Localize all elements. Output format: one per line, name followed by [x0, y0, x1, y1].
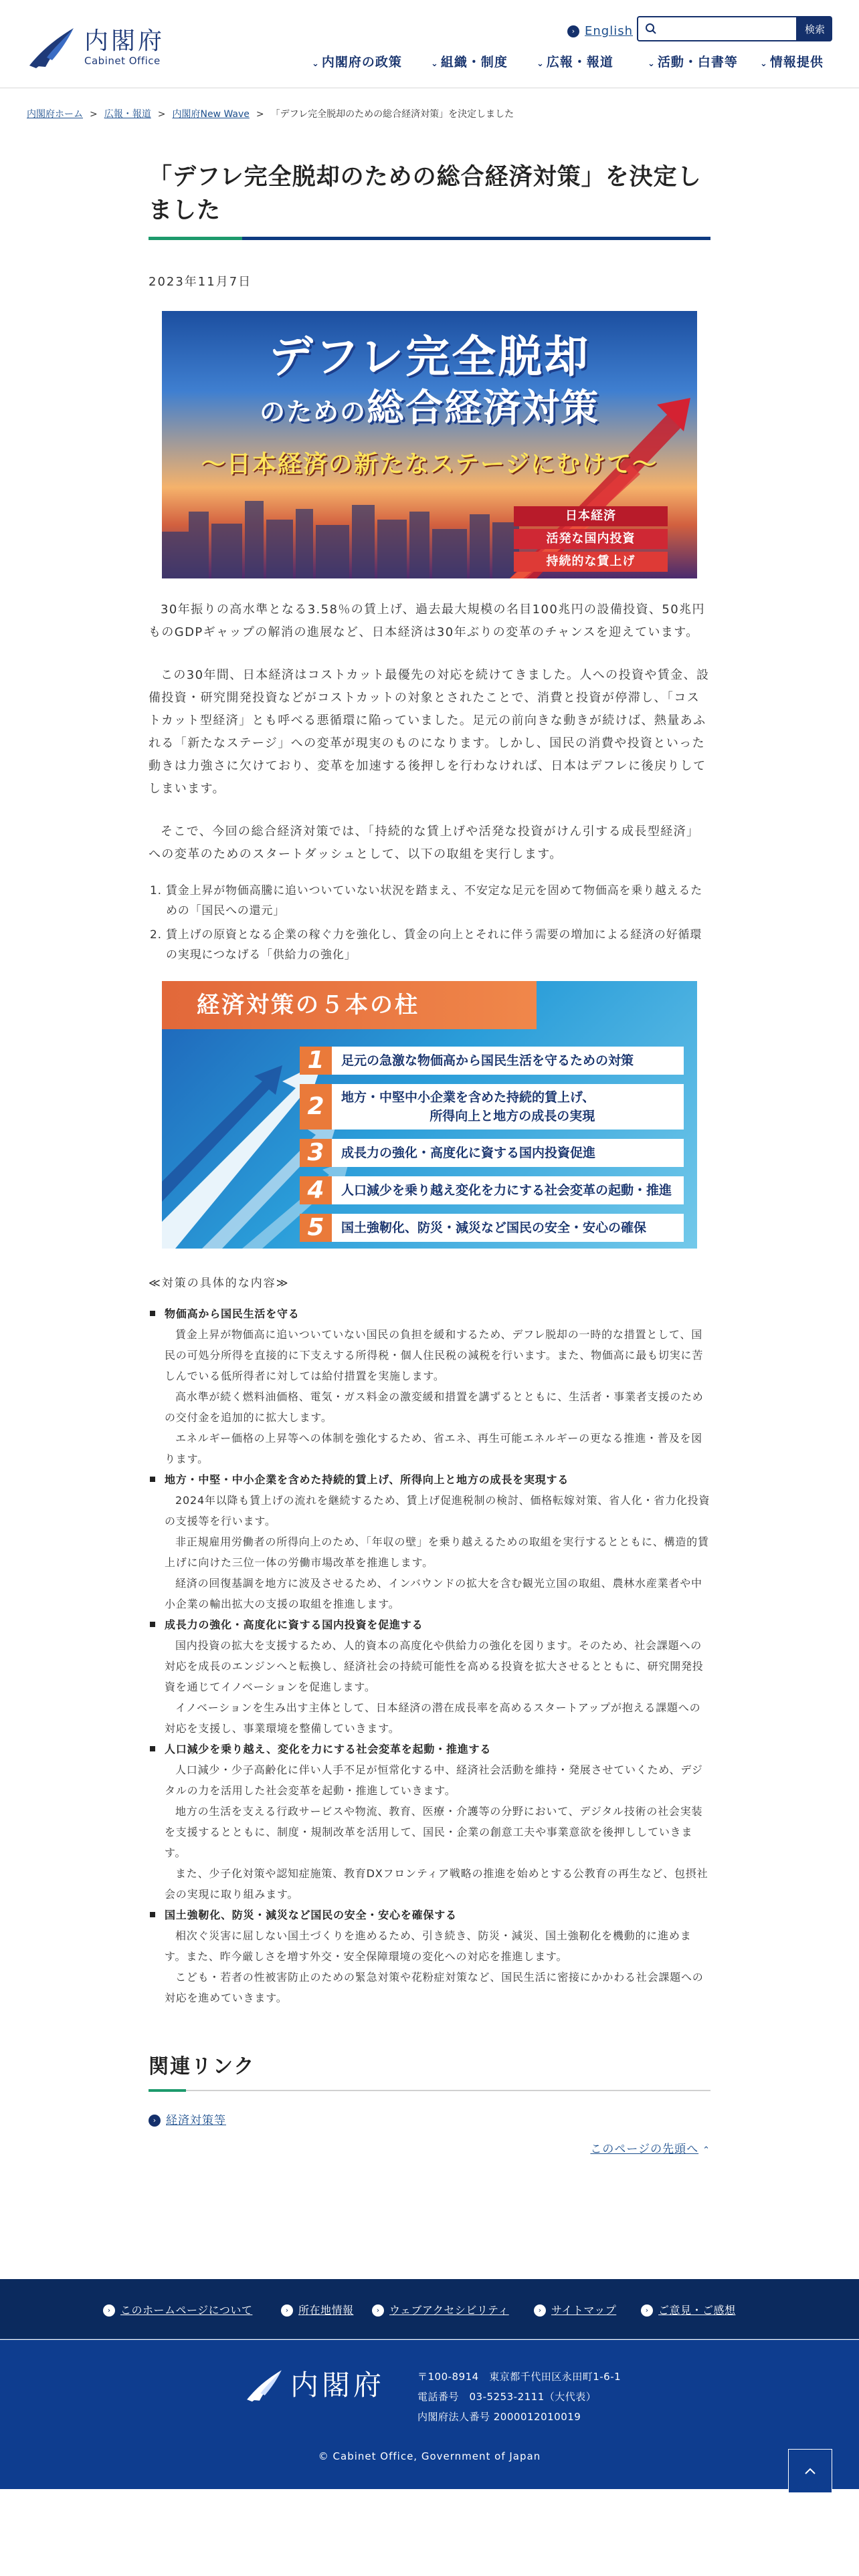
- breadcrumb-newwave[interactable]: 内閣府New Wave: [172, 109, 250, 120]
- nav-information[interactable]: ⌄ 情報提供: [760, 55, 824, 70]
- item-paragraph: 2024年以降も賃上げの流れを継続するため、賃上げ促進税制の検討、価格転嫁対策、省人化・省力化投資の支援等を行います。: [165, 1494, 710, 1528]
- item-title: 物価高から国民生活を守る: [165, 1307, 300, 1321]
- item-paragraph: イノベーションを生み出す主体として、日本経済の潜在成長率を高めるスタートアップが抱える課題への対応を支援し、事業環境を整備していきます。: [165, 1701, 701, 1735]
- chevron-down-icon: ⌄: [648, 59, 656, 69]
- banner-tag-economy: 日本経済: [514, 506, 668, 526]
- chevron-down-icon: ⌄: [760, 59, 768, 69]
- pillar-number: 4: [300, 1176, 332, 1204]
- list-item: [149, 1905, 710, 2008]
- item-paragraph: 非正規雇用労働者の所得向上のため、「年収の壁」を乗り越えるための取組を実行するとともに、構造的賃上げに向けた三位一体の労働市場改革を推進します。: [165, 1535, 709, 1570]
- footer-links-bar: [0, 2279, 859, 2339]
- search-button[interactable]: 検索: [797, 16, 832, 41]
- english-link-label[interactable]: English: [585, 24, 633, 38]
- pillar-number: 2: [300, 1084, 332, 1130]
- five-pillars-image: [162, 981, 697, 1249]
- footer-main: [0, 2340, 859, 2489]
- footer-phone: 電話番号 03-5253-2111（大代表）: [417, 2391, 597, 2403]
- footer-address: 〒100-8914 東京都千代田区永田町1-6-1: [417, 2371, 622, 2383]
- list-item: [149, 1303, 710, 1469]
- pillar-row: [300, 1214, 684, 1242]
- hero-banner-image: [162, 311, 697, 578]
- list-item: 1. 賃金上昇が物価高騰に追いついていない状況を踏まえ、不安定な足元を固めて物価高を乗り越えるための「国民への還元」: [166, 881, 710, 921]
- measures-detail-list: [149, 1303, 710, 2008]
- banner-headline: デフレ完全脱却: [268, 331, 591, 383]
- list-item: [149, 1739, 710, 1905]
- pillar-number: 5: [300, 1214, 332, 1242]
- item-paragraph: 経済の回復基調を地方に波及させるため、インバウンドの拡大を含む観光立国の取組、農林水産業者や中小企業の輸出拡大の支援の取組を推進します。: [165, 1577, 702, 1611]
- list-item: 2. 賃上げの原資となる企業の稼ぐ力を強化し、賃金の向上とそれに伴う需要の増加による経済の好循環の実現につなげる「供給力の強化」: [166, 925, 710, 965]
- pillar-text: 国土強靭化、防災・減災など国民の安全・安心の確保: [341, 1220, 647, 1235]
- site-header: [0, 0, 859, 88]
- search-input[interactable]: [662, 20, 793, 37]
- breadcrumb-home[interactable]: 内閣府ホーム: [27, 109, 83, 120]
- item-title: 国土強靭化、防災・減災など国民の安全・安心を確保する: [165, 1909, 457, 1922]
- banner-headline-2: のための総合経済対策: [259, 387, 599, 430]
- banner-tag-investment: 活発な国内投資: [514, 529, 668, 549]
- nav-organization[interactable]: ⌄ 組織・制度: [431, 55, 508, 70]
- copyright: © Cabinet Office, Government of Japan: [318, 2450, 541, 2462]
- banner-subtitle: ～日本経済の新たなステージにむけて～: [201, 451, 658, 478]
- breadcrumb-current: 「デフレ完全脱却のための総合経済対策」を決定しました: [270, 109, 514, 120]
- footer-link-location[interactable]: › 所在地情報: [281, 2300, 354, 2321]
- item-title: 地方・中堅・中小企業を含めた持続的賃上げ、所得向上と地方の成長を実現する: [165, 1473, 569, 1487]
- english-link[interactable]: [567, 20, 633, 43]
- item-paragraph: 国内投資の拡大を支援するため、人的資本の高度化や供給力の強化を図ります。そのため、社会課題への対応を成長のエンジンへと転換し、経済社会の持続可能性を高める投資を拡大させるとともに、研究開発投資を通じてイノベーションを促進します。: [165, 1639, 704, 1694]
- measures-list: [149, 881, 710, 965]
- intro-paragraph-1: 30年振りの高水準となる3.58％の賃上げ、過去最大規模の名目100兆円の設備投資、50兆円ものGDPギャップの解消の進展など、日本経済は30年ぶりの変革のチャンスを迎えています。: [149, 603, 705, 639]
- chevron-down-icon: ⌄: [312, 59, 320, 69]
- item-paragraph: 地方の生活を支える行政サービスや物流、教育、医療・介護等の分野において、デジタル技術の社会実装を支援するとともに、制度・規制改革を活用して、国民・企業の創意工夫や事業意欲を後押ししていきます。: [165, 1805, 703, 1860]
- item-title: 成長力の強化・高度化に資する国内投資を促進する: [165, 1618, 423, 1632]
- search-box: [637, 16, 797, 41]
- cabinet-office-emblem-icon: [27, 25, 76, 70]
- chevron-right-icon: ›: [281, 2304, 293, 2317]
- item-paragraph: 賃金上昇が物価高に追いついていない国民の負担を緩和するため、デフレ脱却の一時的な措置として、国民の可処分所得を直接的に下支えする所得税・個人住民税の減税を行います。また、物価高に最も切実に苦しんでいる低所得者に対しては給付措置を実施します。: [165, 1328, 704, 1383]
- logo-subtitle: Cabinet Office: [84, 55, 161, 67]
- chevron-up-icon: [803, 2466, 817, 2476]
- pillar-text: 地方・中堅中小企業を含めた持続的賃上げ、: [341, 1090, 595, 1105]
- economic-measures-link[interactable]: 経済対策等: [166, 2114, 226, 2128]
- chevron-right-icon: ›: [567, 25, 579, 37]
- item-title: 人口減少を乗り越え、変化を力にする社会変革を起動・推進する: [165, 1743, 492, 1756]
- cabinet-office-emblem-icon: [245, 2368, 284, 2403]
- intro-paragraph-3: そこで、今回の総合経済対策では、「持続的な賃上げや活発な投資がけん引する成長型経済」への変革のためのスタートダッシュとして、以下の取組を実行します。: [149, 825, 700, 861]
- chevron-up-icon: ⌃: [702, 2145, 710, 2155]
- related-links-heading: 関連リンク: [149, 2055, 256, 2079]
- chevron-right-icon: ›: [641, 2304, 653, 2317]
- item-paragraph: こども・若者の性被害防止のための緊急対策や花粉症対策など、国民生活に密接にかかわる社会課題への対応を進めていきます。: [165, 1971, 704, 2005]
- main-content: [149, 160, 710, 2160]
- pillar-row: [300, 1047, 684, 1075]
- pillar-text: 所得向上と地方の成長の実現: [430, 1109, 595, 1123]
- chevron-right-icon: ›: [149, 2115, 161, 2127]
- footer-link-accessibility[interactable]: › ウェブアクセシビリティ: [372, 2300, 509, 2321]
- item-paragraph: エネルギー価格の上昇等への体制を強化するため、省エネ、再生可能エネルギーの更なる推進・普及を図ります。: [165, 1432, 703, 1466]
- footer-logo: 内閣府: [245, 2368, 385, 2403]
- pillar-number: 1: [300, 1047, 332, 1075]
- site-logo[interactable]: [27, 25, 165, 70]
- item-paragraph: 相次ぐ災害に屈しない国土づくりを進めるため、引き続き、防災・減災、国土強靭化を機動的に進めます。また、昨今厳しさを増す外交・安全保障環境の変化への対応を推進します。: [165, 1929, 692, 1963]
- intro-paragraph-2: この30年間、日本経済はコストカット最優先の対応を続けてきました。人への投資や賃金、設備投資・研究開発投資などがコストカットの対象とされたことで、消費と投資が停滞し、「コストカット型経済」とも呼べる悪循環に陥っていました。足元の前向きな動きが続けば、熱量あふれる「新たなステージ」への変革が現実のものになります。しかし、国民の消費や投資といった動きは力強さに欠けており、変革を加速する後押しを行わなければ、日本はデフレに後戻りしてしまいます。: [149, 668, 710, 796]
- item-paragraph: 人口減少・少子高齢化に伴い人手不足が恒常化する中、経済社会活動を維持・発展させていくため、デジタルの力を活用した社会変革を起動・推進していきます。: [165, 1763, 703, 1798]
- footer-link-feedback[interactable]: › ご意見・ご感想: [641, 2300, 736, 2321]
- item-paragraph: 高水準が続く燃料油価格、電気・ガス料金の激変緩和措置を講ずるとともに、生活者・事業者支援のための交付金を追加的に拡大します。: [165, 1390, 704, 1424]
- breadcrumb: 内閣府ホーム > 広報・報道 > 内閣府New Wave > 「デフレ完全脱却のための総合経済対策」を決定しました: [27, 109, 514, 120]
- pillar-row: [300, 1084, 684, 1130]
- nav-press[interactable]: ⌄ 広報・報道: [537, 55, 613, 70]
- section-heading: ≪対策の具体的な内容≫: [149, 1277, 290, 1290]
- list-item: [149, 1469, 710, 1614]
- publish-date: 2023年11月7日: [149, 275, 252, 289]
- pillar-text: 足元の急激な物価高から国民生活を守るための対策: [341, 1053, 634, 1068]
- related-underline: [149, 2090, 710, 2091]
- pillar-text: 人口減少を乗り越え変化を力にする社会変革の起動・推進: [341, 1183, 672, 1198]
- chevron-right-icon: ›: [534, 2304, 546, 2317]
- search-icon: [645, 23, 657, 35]
- related-link-item[interactable]: [149, 2110, 710, 2131]
- chevron-right-icon: ›: [372, 2304, 384, 2317]
- nav-activities[interactable]: ⌄ 活動・白書等: [648, 55, 738, 70]
- footer-corporate-number: 内閣府法人番号 2000012010019: [417, 2411, 581, 2423]
- footer-link-sitemap[interactable]: › サイトマップ: [534, 2300, 616, 2321]
- page-top-link[interactable]: このページの先頭へ ⌃: [590, 2142, 710, 2156]
- breadcrumb-press[interactable]: 広報・報道: [104, 109, 151, 120]
- pillar-row: [300, 1139, 684, 1167]
- nav-policy[interactable]: ⌄ 内閣府の政策: [312, 55, 402, 70]
- page-title: 「デフレ完全脱却のための総合経済対策」を決定しました: [149, 164, 702, 224]
- pillar-text: 成長力の強化・高度化に資する国内投資促進: [341, 1146, 596, 1160]
- chevron-right-icon: ›: [103, 2304, 115, 2317]
- logo-title: 内閣府: [84, 27, 165, 55]
- pillar-row: [300, 1176, 684, 1204]
- footer-link-about[interactable]: › このホームページについて: [103, 2300, 252, 2321]
- chevron-down-icon: ⌄: [537, 59, 545, 69]
- title-underline: [149, 237, 710, 240]
- chevron-down-icon: ⌄: [431, 59, 439, 69]
- pillars-title: 経済対策の５本の柱: [197, 992, 419, 1018]
- pillar-number: 3: [300, 1139, 332, 1167]
- back-to-top-button[interactable]: [788, 2449, 832, 2493]
- item-paragraph: また、少子化対策や認知症施策、教育DXフロンティア戦略の推進を始めとする公教育の再生など、包摂社会の実現に取り組みます。: [165, 1867, 708, 1901]
- banner-tag-wages: 持続的な賃上げ: [514, 552, 668, 572]
- footer-contact-info: [417, 2367, 621, 2427]
- list-item: [149, 1614, 710, 1739]
